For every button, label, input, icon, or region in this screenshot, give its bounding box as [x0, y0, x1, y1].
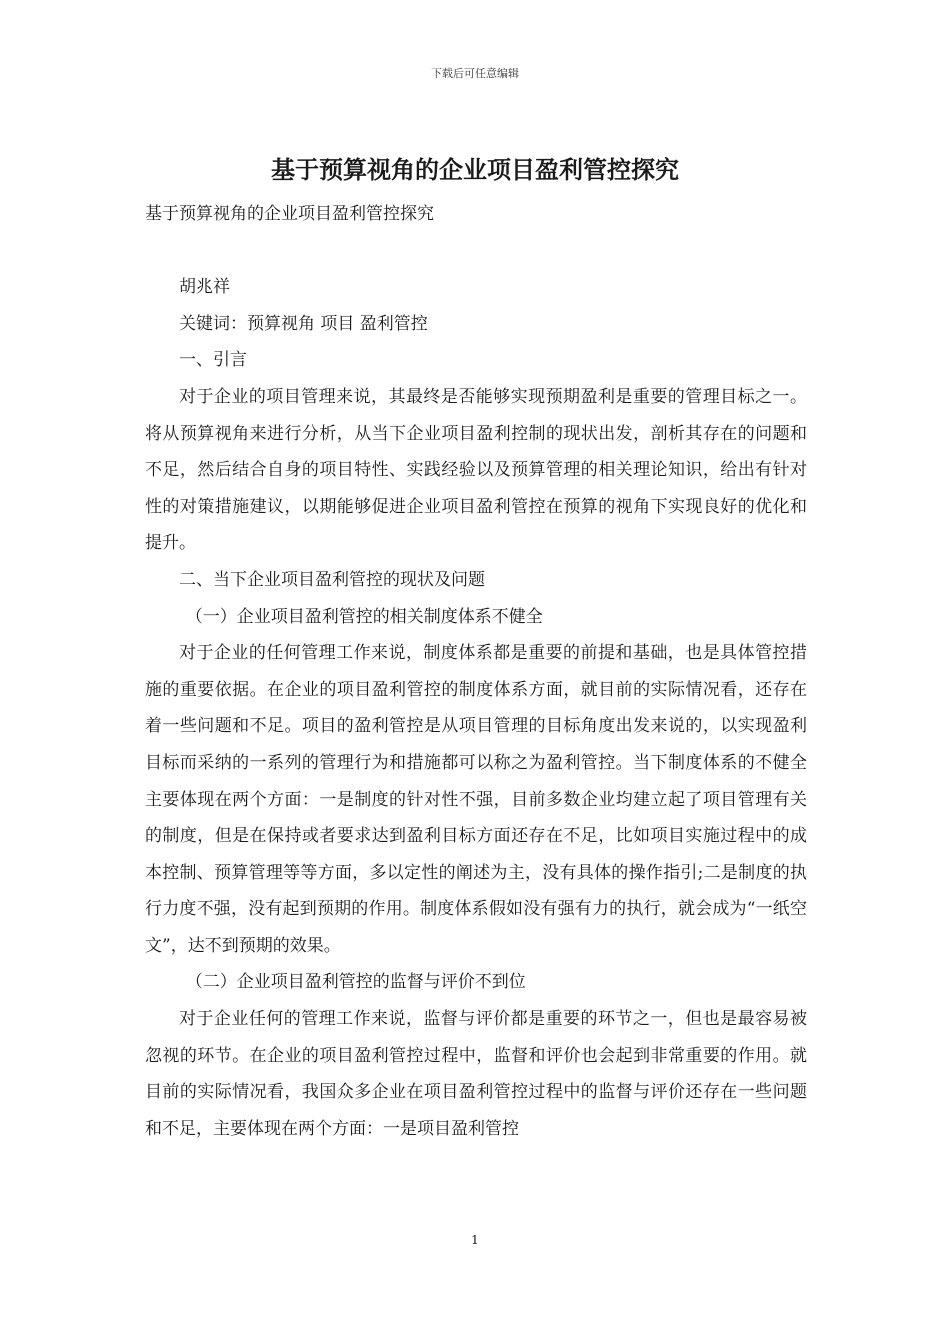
- section-heading-intro: 一、引言: [179, 350, 247, 371]
- document-title: 基于预算视角的企业项目盈利管控探究: [271, 155, 679, 184]
- subsection-heading-2: （二）企业项目盈利管控的监督与评价不到位: [185, 972, 526, 993]
- paragraph-subsection-2: 对于企业任何的管理工作来说，监督与评价都是重要的环节之一，但也是最容易被忽视的环节。在企业的项目盈利管控过程中，监督和评价也会起到非常重要的作用。就目前的实际情况看，我国众多企业在项目盈利管控过程中的监督与评价还存在一些问题和不足，主要体现在两个方面：一是项目盈利管控: [145, 1009, 807, 1139]
- subsection-heading-1: （一）企业项目盈利管控的相关制度体系不健全: [185, 606, 543, 627]
- paragraph-intro: 对于企业的项目管理来说，其最终是否能够实现预期盈利是重要的管理目标之一。将从预算视角来进行分析，从当下企业项目盈利控制的现状出发，剖析其存在的问题和不足，然后结合自身的项目特性、实践经验以及预算管理的相关理论知识，给出有针对性的对策措施建议，以期能够促进企业项目盈利管控在预算的视角下实现良好的优化和提升。: [145, 386, 807, 554]
- document-body: [145, 196, 807, 1147]
- page-header-note: 下载后可任意编辑: [431, 67, 519, 80]
- blank-line: [145, 233, 807, 270]
- document-subtitle: 基于预算视角的企业项目盈利管控探究: [145, 204, 434, 224]
- page-number: 1: [471, 1233, 479, 1247]
- paragraph-subsection-1: 对于企业的任何管理工作来说，制度体系都是重要的前提和基础，也是具体管控措施的重要依据。在企业的项目盈利管控的制度体系方面，就目前的实际情况看，还存在着一些问题和不足。项目的盈利管控是从项目管理的目标角度出发来说的，以实现盈利目标而采纳的一系列的管理行为和措施都可以称之为盈利管控。当下制度体系的不健全主要体现在两个方面：一是制度的针对性不强，目前多数企业均建立起了项目管理有关的制度，但是在保持或者要求达到盈利目标方面还存在不足，比如项目实施过程中的成本控制、预算管理等等方面，多以定性的阐述为主，没有具体的操作指引;二是制度的执行力度不强，没有起到预期的作用。制度体系假如没有强有力的执行，就会成为“一纸空文”，达不到预期的效果。: [145, 643, 807, 956]
- keywords-line: 关键词：预算视角 项目 盈利管控: [179, 313, 428, 334]
- author-name: 胡兆祥: [179, 277, 230, 298]
- section-heading-status: 二、当下企业项目盈利管控的现状及问题: [179, 569, 485, 590]
